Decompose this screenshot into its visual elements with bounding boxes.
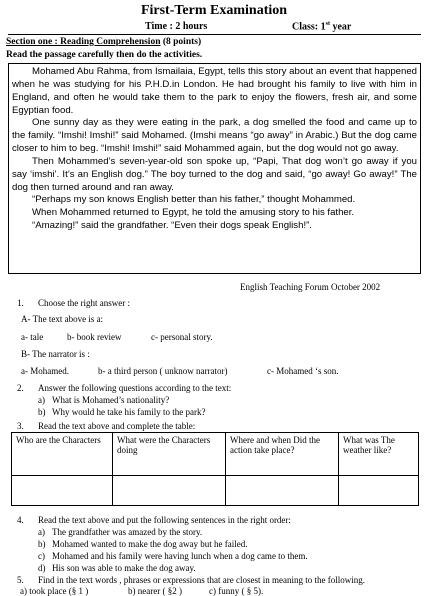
q2-item: What is Mohamed’s nationality? <box>52 395 170 405</box>
q4-item: Mohamed wanted to make the dog away but he failed. <box>52 539 248 549</box>
q4-label: b) <box>38 539 46 549</box>
instruction: Read the passage carefully then do the activities. <box>6 50 203 60</box>
table-cell[interactable] <box>12 476 113 506</box>
q1a-option: c- personal story. <box>151 332 213 342</box>
q1a-option: a- tale <box>21 332 44 342</box>
q1b-option: c- Mohamed ‘s son. <box>267 366 339 376</box>
table-cell[interactable] <box>226 476 339 506</box>
q4-label: d) <box>38 563 46 573</box>
exam-class: Class: 1st year <box>292 21 352 33</box>
q4-label: c) <box>38 551 45 561</box>
q4-text: Read the text above and put the following sentences in the right order: <box>38 515 291 525</box>
q1-number: 1. <box>17 298 24 308</box>
q3-number: 3. <box>17 421 24 431</box>
q1b-prompt: B- The narrator is : <box>21 349 90 359</box>
q5-option: c) funny ( § 5). <box>209 586 264 596</box>
passage-source: English Teaching Forum October 2002 <box>240 282 381 292</box>
passage-text <box>12 66 417 233</box>
exam-title: First-Term Examination <box>140 3 288 18</box>
passage-paragraph: When Mohammed returned to Egypt, he told the amusing story to his father. <box>32 207 355 219</box>
q5-number: 5. <box>17 575 24 585</box>
q1a-option: b- book review <box>67 332 122 342</box>
q4-item: His son was able to make the dog away. <box>52 563 196 573</box>
q2-label: a) <box>38 395 45 405</box>
header-divider <box>8 34 421 35</box>
q2-label: b) <box>38 407 46 417</box>
table-header: Where and when Did the action take place? <box>226 433 339 476</box>
q1b-option: b- a third person ( unknow narrator) <box>98 366 228 376</box>
q4-item: Mohamed and his family were having lunch when a dog came to them. <box>52 551 308 561</box>
q2-item: Why would he take his family to the park? <box>52 407 206 417</box>
passage-paragraph: “Perhaps my son knows English better than his father,” thought Mohammed. <box>32 194 356 206</box>
q5-text: Find in the text words , phrases or expressions that are closest in meaning to the following. <box>38 575 365 585</box>
story-table <box>11 432 419 506</box>
section-heading: Section one : Reading Comprehension (8 points) <box>6 37 202 47</box>
q2-text: Answer the following questions according to the text: <box>38 383 232 393</box>
q5-option: b) nearer ( §2 ) <box>128 586 182 596</box>
q3-text: Read the text above and complete the table: <box>38 421 196 431</box>
passage-paragraph: One sunny day as they were eating in the park, a dog smelled the food and came up to the family. “Imshi! Imshi!” said Mohamed. (Imshi means “go away” in Arabic.) But the dog came closer to him to beg. “Imshi! Imshi!” said Mohammed again, but the dog would not go away. <box>12 117 417 155</box>
passage-paragraph: “Amazing!” said the grandfather. “Even their dogs speak English!”. <box>32 220 312 232</box>
q1-text: Choose the right answer : <box>38 298 130 308</box>
table-cell[interactable] <box>113 476 226 506</box>
table-header: What was The weather like? <box>339 433 419 476</box>
q4-number: 4. <box>17 515 24 525</box>
q5-option: a) took place (§ 1 ) <box>20 586 89 596</box>
exam-time: Time : 2 hours <box>145 21 208 32</box>
q4-item: The grandfather was amazed by the story. <box>52 527 203 537</box>
passage-paragraph: Mohamed Abu Rahma, from Ismailaia, Egypt, tells this story about an event that happened when he was studying for his P.H.D.in London. He had brought his family to live with him in England, and often he would take them to the park to enjoy the flowers, fresh air, and some Egyptian food. <box>12 66 417 116</box>
q2-number: 2. <box>17 383 24 393</box>
table-cell[interactable] <box>339 476 419 506</box>
q4-label: a) <box>38 527 45 537</box>
passage-paragraph: Then Mohammed’s seven-year-old son spoke up, “Papi, That dog won’t go away if you say ‘imshi’. It’s an English dog.” The boy turned to the dog and said, “go away! Go away!” The dog then turned around and ran away. <box>12 155 417 193</box>
table-header: What were the Characters doing <box>113 433 226 476</box>
table-header: Who are the Characters <box>12 433 113 476</box>
q1b-option: a- Mohamed. <box>21 366 69 376</box>
q1a-prompt: A- The text above is a: <box>21 314 104 324</box>
